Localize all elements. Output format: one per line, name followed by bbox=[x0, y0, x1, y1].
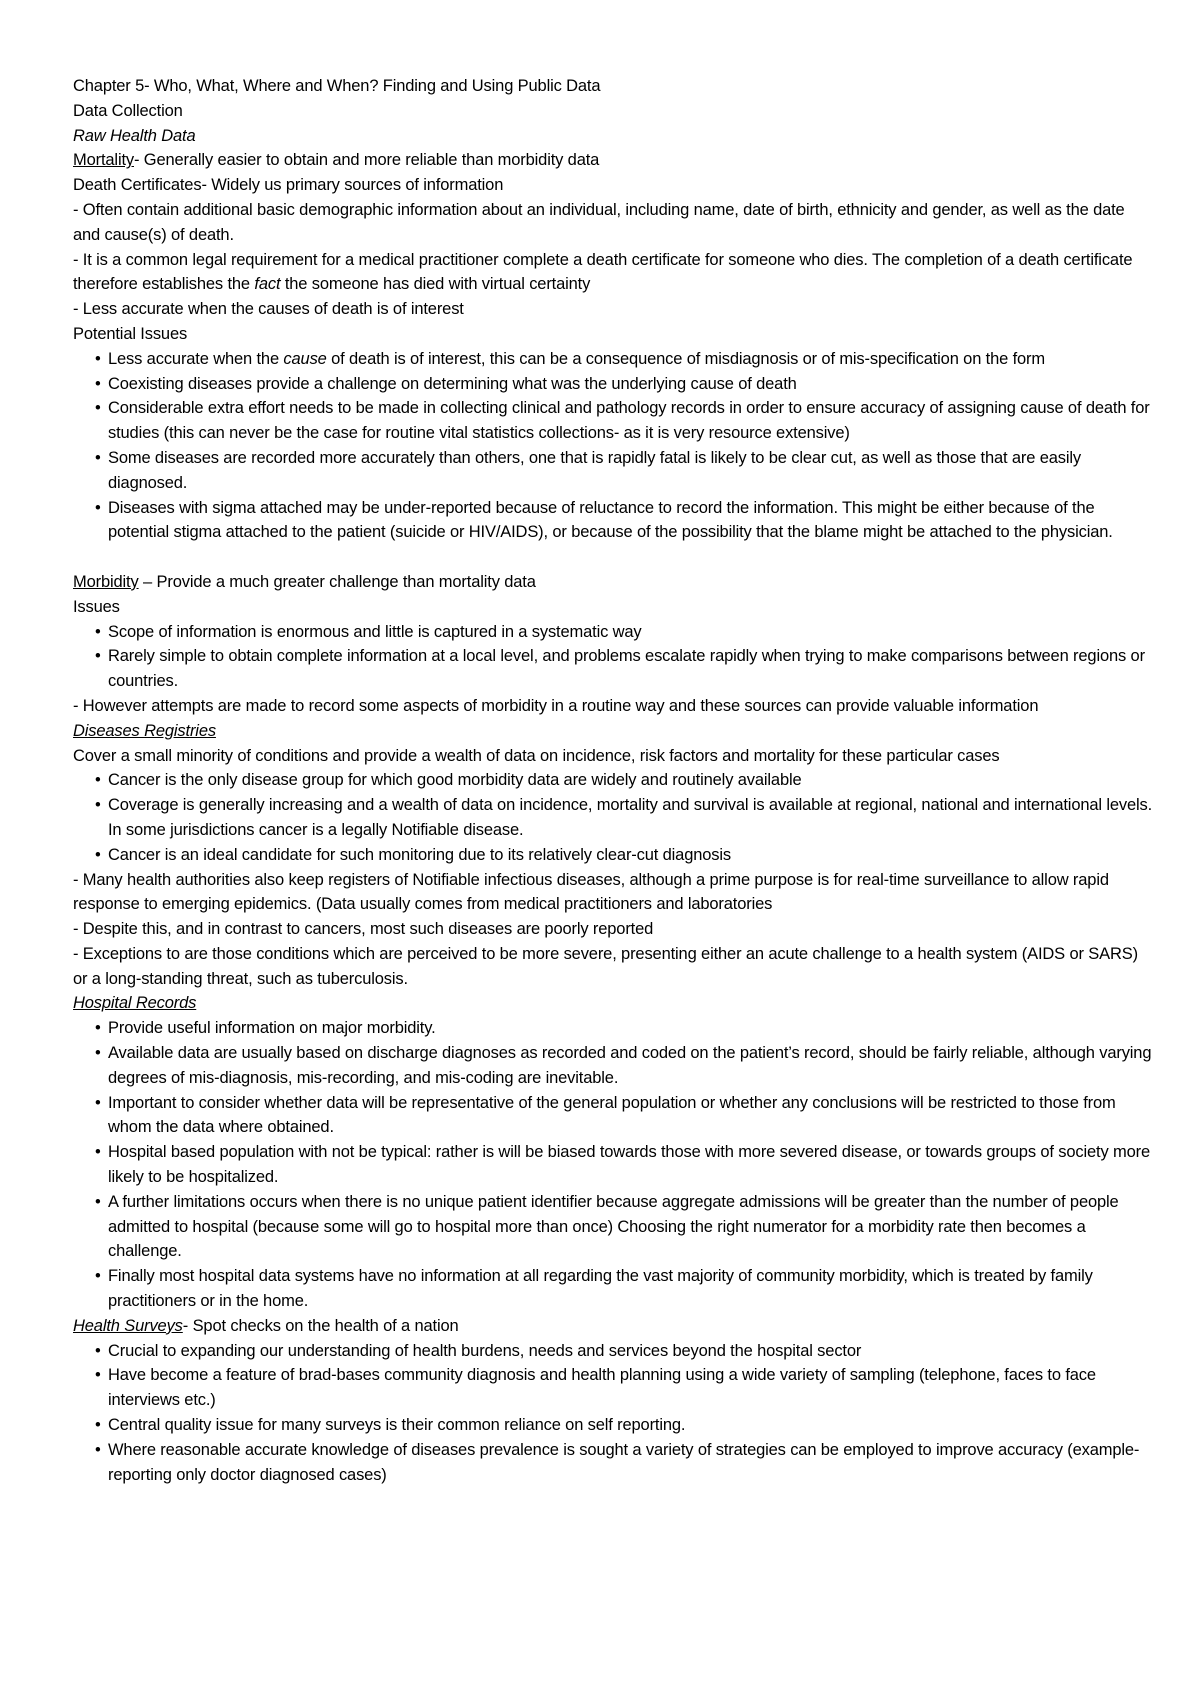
list-item: • Hospital based population with not be typical: rather is will be biased towards those with more severed disease, or towards groups of society more likely to be hospitalized. bbox=[73, 1140, 1153, 1190]
health-surveys-label: Health Surveys bbox=[73, 1316, 183, 1335]
list-item: • Provide useful information on major morbidity. bbox=[73, 1016, 1153, 1041]
hospital-records-heading: Hospital Records bbox=[73, 994, 197, 1013]
mortality-line bbox=[73, 148, 1153, 173]
bullet-icon: • bbox=[95, 845, 101, 864]
list-item: • Cancer is an ideal candidate for such monitoring due to its relatively clear-cut diagnosis bbox=[73, 843, 1153, 868]
bullet-icon: • bbox=[95, 1044, 101, 1063]
bullet-icon: • bbox=[95, 399, 101, 418]
bullet-icon: • bbox=[95, 771, 101, 790]
list-item: • Important to consider whether data will be representative of the general population or whether any conclusions will be restricted to those from whom the data where obtained. bbox=[73, 1091, 1153, 1141]
list-item: • A further limitations occurs when there is no unique patient identifier because aggregate admissions will be greater than the number of people admitted to hospital (because some will go to hospital more than once) Choosing the right numerator for a morbidity rate then becomes a challenge. bbox=[73, 1190, 1153, 1264]
list-item: • Scope of information is enormous and little is captured in a systematic way bbox=[73, 620, 1153, 645]
list-item: • Less accurate when the cause of death is of interest, this can be a consequence of misdiagnosis or of mis-specification on the form bbox=[73, 347, 1153, 372]
morbidity-label: Morbidity bbox=[73, 572, 139, 591]
morbidity-text: – Provide a much greater challenge than mortality data bbox=[138, 572, 536, 591]
bullet-icon: • bbox=[95, 1366, 101, 1385]
registry-note: - Exceptions to are those conditions which are perceived to be more severe, presenting either an acute challenge to a health system (AIDS or SARS) or a long-standing threat, such as tuberculosis. bbox=[73, 944, 1143, 988]
disease-registries-text: Cover a small minority of conditions and provide a wealth of data on incidence, risk factors and mortality for these particular cases bbox=[73, 746, 1000, 765]
bullet-icon: • bbox=[95, 374, 101, 393]
list-item: • Coverage is generally increasing and a wealth of data on incidence, mortality and survival is available at regional, national and international levels. In some jurisdictions cancer is a legally Notifiable disease. bbox=[73, 793, 1153, 843]
bullet-icon: • bbox=[95, 349, 101, 368]
potential-issues-list bbox=[73, 347, 1153, 545]
morbidity-note: - However attempts are made to record some aspects of morbidity in a routine way and these sources can provide valuable information bbox=[73, 696, 1039, 715]
list-item: • Some diseases are recorded more accurately than others, one that is rapidly fatal is likely to be clear cut, as well as those that are easily diagnosed. bbox=[73, 446, 1153, 496]
hospital-records-list bbox=[73, 1016, 1153, 1314]
bullet-icon: • bbox=[95, 1341, 101, 1360]
bullet-icon: • bbox=[95, 1416, 101, 1435]
cause-emphasis: cause bbox=[283, 349, 327, 368]
registry-note: - Despite this, and in contrast to cancers, most such diseases are poorly reported bbox=[73, 920, 654, 939]
list-item: • Rarely simple to obtain complete information at a local level, and problems escalate rapidly when trying to make comparisons between regions or countries. bbox=[73, 644, 1153, 694]
death-certificates-point: - Less accurate when the causes of death is of interest bbox=[73, 300, 464, 319]
death-certificates-line: Death Certificates- Widely us primary sources of information bbox=[73, 176, 504, 195]
list-item: • Crucial to expanding our understanding of health burdens, needs and services beyond the hospital sector bbox=[73, 1339, 1153, 1364]
disease-registries-list bbox=[73, 768, 1153, 867]
bullet-icon: • bbox=[95, 1019, 101, 1038]
bullet-icon: • bbox=[95, 796, 101, 815]
bullet-icon: • bbox=[95, 498, 101, 517]
section-heading-raw-health-data: Raw Health Data bbox=[73, 126, 196, 145]
bullet-icon: • bbox=[95, 1192, 101, 1211]
bullet-icon: • bbox=[95, 1267, 101, 1286]
bullet-icon: • bbox=[95, 448, 101, 467]
bullet-icon: • bbox=[95, 1143, 101, 1162]
list-item: • Cancer is the only disease group for which good morbidity data are widely and routinely available bbox=[73, 768, 1153, 793]
mortality-text: - Generally easier to obtain and more reliable than morbidity data bbox=[134, 151, 600, 170]
list-item: • Coexisting diseases provide a challenge on determining what was the underlying cause of death bbox=[73, 372, 1153, 397]
list-item: • Finally most hospital data systems have no information at all regarding the vast majority of community morbidity, which is treated by family practitioners or in the home. bbox=[73, 1264, 1153, 1314]
health-surveys-text: - Spot checks on the health of a nation bbox=[182, 1316, 459, 1335]
list-item: • Where reasonable accurate knowledge of diseases prevalence is sought a variety of strategies can be employed to improve accuracy (example- reporting only doctor diagnosed cases) bbox=[73, 1438, 1153, 1488]
issues-list bbox=[73, 620, 1153, 694]
morbidity-line bbox=[73, 570, 1153, 595]
list-item: • Central quality issue for many surveys is their common reliance on self reporting. bbox=[73, 1413, 1153, 1438]
potential-issues-heading: Potential Issues bbox=[73, 324, 188, 343]
document-page bbox=[73, 74, 1153, 1487]
list-item: • Have become a feature of brad-bases community diagnosis and health planning using a wide variety of sampling (telephone, faces to face interviews etc.) bbox=[73, 1363, 1153, 1413]
list-item: • Available data are usually based on discharge diagnoses as recorded and coded on the patient’s record, should be fairly reliable, although varying degrees of mis-diagnosis, mis-recording, and mis-coding are inevitable. bbox=[73, 1041, 1153, 1091]
bullet-icon: • bbox=[95, 622, 101, 641]
death-certificates-point: - Often contain additional basic demographic information about an individual, including name, date of birth, ethnicity and gender, as well as the date and cause(s) of death. bbox=[73, 200, 1130, 244]
health-surveys-line bbox=[73, 1314, 1153, 1339]
issues-heading: Issues bbox=[73, 597, 120, 616]
mortality-label: Mortality bbox=[73, 151, 134, 170]
bullet-icon: • bbox=[95, 1093, 101, 1112]
section-heading-data-collection: Data Collection bbox=[73, 101, 183, 120]
registry-note: - Many health authorities also keep registers of Notifiable infectious diseases, although a prime purpose is for real-time surveillance to allow rapid response to emerging epidemics. (Data usually comes from medical practitioners and laboratories bbox=[73, 870, 1114, 914]
list-item: • Considerable extra effort needs to be made in collecting clinical and pathology records in order to ensure accuracy of assigning cause of death for studies (this can never be the case for routine vital statistics collections- as it is very resource extensive) bbox=[73, 396, 1153, 446]
bullet-icon: • bbox=[95, 1440, 101, 1459]
fact-emphasis: fact bbox=[254, 275, 281, 294]
death-certificates-point: - It is a common legal requirement for a medical practitioner complete a death certificate for someone who dies. The completion of a death certificate therefore establishes the fact the someone has died with virtual certainty bbox=[73, 250, 1137, 294]
document-title: Chapter 5- Who, What, Where and When? Finding and Using Public Data bbox=[73, 77, 601, 95]
list-item: • Diseases with sigma attached may be under-reported because of reluctance to record the information. This might be either because of the potential stigma attached to the patient (suicide or HIV/AIDS), or because of the possibility that the blame might be attached to the physician. bbox=[73, 496, 1153, 546]
health-surveys-list bbox=[73, 1339, 1153, 1488]
bullet-icon: • bbox=[95, 647, 101, 666]
disease-registries-heading: Diseases Registries bbox=[73, 721, 216, 740]
blank-line bbox=[73, 545, 1153, 570]
